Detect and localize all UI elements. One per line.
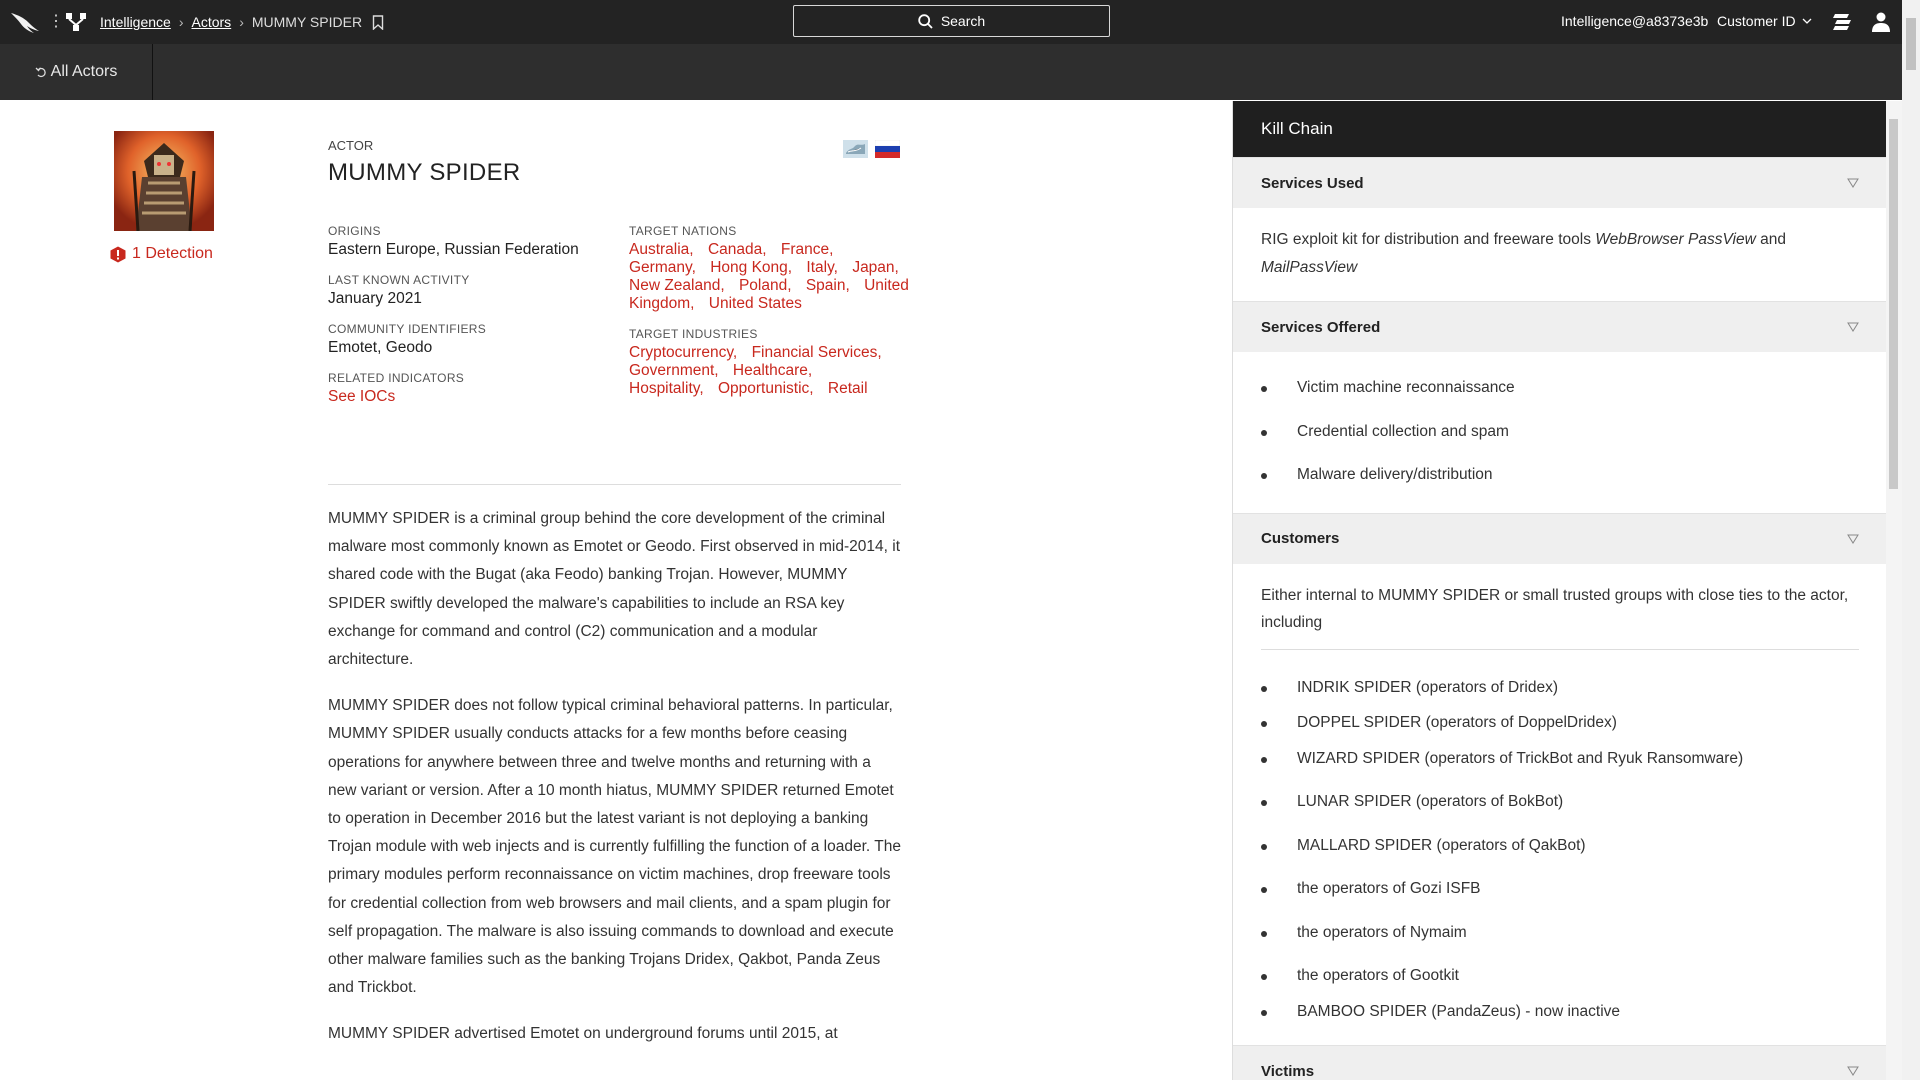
user-profile-icon[interactable] bbox=[1870, 11, 1892, 33]
menu-dots-icon[interactable]: ⋮ bbox=[48, 13, 64, 30]
last-activity-value: January 2021 bbox=[328, 290, 422, 307]
detection-count: 1 Detection bbox=[132, 245, 213, 262]
search-label: Search bbox=[940, 13, 986, 29]
target-industry-link[interactable]: Retail bbox=[827, 380, 868, 397]
customer-id-label: Customer ID bbox=[1717, 13, 1796, 29]
actor-type-label: ACTOR bbox=[328, 138, 374, 153]
panel-scrollbar[interactable] bbox=[1886, 101, 1902, 1080]
origins-label: ORIGINS bbox=[328, 224, 381, 238]
hexagon-alert-icon bbox=[110, 246, 126, 263]
origins-value: Eastern Europe, Russian Federation bbox=[328, 241, 579, 258]
network-apps-icon[interactable] bbox=[65, 11, 87, 33]
community-identifiers-label: COMMUNITY IDENTIFIERS bbox=[328, 322, 487, 336]
page-scrollbar[interactable] bbox=[1902, 0, 1920, 1080]
actor-avatar bbox=[114, 131, 214, 231]
target-nation-link[interactable]: Canada, bbox=[707, 241, 767, 258]
list-item: DOPPEL SPIDER (operators of DoppelDridex) bbox=[1261, 709, 1859, 737]
list-item: the operators of Gootkit bbox=[1261, 962, 1859, 990]
target-industries-label: TARGET INDUSTRIES bbox=[629, 327, 758, 341]
kill-chain-title: Kill Chain bbox=[1233, 101, 1887, 157]
mummy-spider-artwork-icon bbox=[114, 131, 214, 231]
related-indicators-label: RELATED INDICATORS bbox=[328, 371, 465, 385]
target-industry-link[interactable]: Cryptocurrency, bbox=[629, 344, 738, 361]
actor-details-left bbox=[328, 224, 598, 420]
tool-mailpassview: MailPassView bbox=[1261, 258, 1358, 276]
falcon-logo-icon[interactable] bbox=[10, 9, 40, 35]
region-map-flag-icon bbox=[843, 140, 868, 158]
services-offered-title: Services Offered bbox=[1261, 318, 1381, 336]
target-industry-link[interactable]: Government, bbox=[629, 362, 719, 379]
customers-divider bbox=[1261, 649, 1859, 650]
target-industry-link[interactable]: Hospitality, bbox=[629, 380, 704, 397]
collapse-triangle-icon bbox=[1847, 322, 1859, 332]
breadcrumb-actors[interactable]: Actors bbox=[191, 14, 232, 30]
list-item: MALLARD SPIDER (operators of QakBot) bbox=[1261, 832, 1859, 860]
chevron-right-icon: › bbox=[178, 14, 184, 30]
target-nations-list bbox=[629, 241, 909, 313]
customers-title: Customers bbox=[1261, 530, 1340, 547]
sub-navigation-bar bbox=[0, 44, 1902, 100]
page-scrollbar-thumb[interactable] bbox=[1906, 18, 1916, 70]
user-account[interactable]: Intelligence@a8373e3b bbox=[1561, 13, 1709, 29]
target-nation-link[interactable]: Italy, bbox=[806, 259, 838, 276]
customers-header[interactable] bbox=[1233, 513, 1887, 564]
customers-intro: Either internal to MUMMY SPIDER or small trusted groups with close ties to the actor, including bbox=[1261, 586, 1849, 631]
target-industry-link[interactable]: Healthcare, bbox=[732, 362, 813, 379]
panel-scrollbar-thumb[interactable] bbox=[1889, 119, 1898, 489]
target-nation-link[interactable]: Poland, bbox=[738, 277, 792, 294]
services-used-header[interactable] bbox=[1233, 157, 1887, 208]
breadcrumb-intelligence[interactable]: Intelligence bbox=[100, 14, 171, 30]
list-item: the operators of Gozi ISFB bbox=[1261, 875, 1859, 903]
target-industry-link[interactable]: Opportunistic, bbox=[717, 380, 814, 397]
kill-chain-panel bbox=[1232, 101, 1887, 1080]
all-actors-button[interactable] bbox=[0, 44, 153, 100]
target-nation-link[interactable]: Spain, bbox=[805, 277, 850, 294]
collapse-triangle-icon bbox=[1847, 534, 1859, 544]
tool-webbrowser-passview: WebBrowser PassView bbox=[1595, 231, 1756, 248]
services-used-title: Services Used bbox=[1261, 174, 1364, 192]
description-paragraph: MUMMY SPIDER advertised Emotet on underground forums until 2015, at bbox=[328, 1025, 838, 1043]
services-used-body bbox=[1233, 208, 1887, 301]
breadcrumb bbox=[100, 13, 384, 31]
back-arrow-icon bbox=[35, 66, 47, 78]
list-item: BAMBOO SPIDER (PandaZeus) - now inactive bbox=[1261, 998, 1859, 1026]
top-navigation-bar bbox=[0, 0, 1902, 44]
list-item: INDRIK SPIDER (operators of Dridex) bbox=[1261, 674, 1859, 702]
chevron-right-icon: › bbox=[239, 14, 244, 30]
community-identifiers-value: Emotet, Geodo bbox=[328, 339, 433, 356]
list-item: WIZARD SPIDER (operators of TrickBot and Ryuk Ransomware) bbox=[1261, 745, 1859, 773]
all-actors-label: All Actors bbox=[50, 63, 118, 80]
list-item: LUNAR SPIDER (operators of BokBot) bbox=[1261, 788, 1859, 816]
target-industry-link[interactable]: Financial Services, bbox=[751, 344, 882, 361]
target-nation-link[interactable]: Japan, bbox=[852, 259, 899, 276]
target-nations-label: TARGET NATIONS bbox=[629, 224, 737, 238]
stack-layers-icon[interactable] bbox=[1832, 12, 1852, 32]
victims-title: Victims bbox=[1261, 1062, 1315, 1080]
list-item: Victim machine reconnaissance bbox=[1261, 374, 1859, 402]
actor-description bbox=[328, 505, 902, 1067]
victims-header[interactable] bbox=[1233, 1045, 1887, 1080]
target-nation-link[interactable]: France, bbox=[780, 241, 834, 258]
target-industries-list bbox=[629, 344, 909, 398]
bookmark-icon[interactable] bbox=[372, 15, 384, 30]
customers-body bbox=[1233, 564, 1887, 1046]
target-nation-link[interactable]: United Kingdom, bbox=[629, 277, 909, 312]
breadcrumb-current: MUMMY SPIDER bbox=[251, 14, 363, 30]
target-nation-link[interactable]: Australia, bbox=[629, 241, 694, 258]
list-item: Malware delivery/distribution bbox=[1261, 461, 1859, 489]
description-paragraph: MUMMY SPIDER does not follow typical criminal behavioral patterns. In particular, MUMMY SPIDER usually conducts attacks for a few months before ceasing operations for anywhere between three and twelve months and returning with a new variant or version. After a 10 month hiatus, MUMMY SPIDER returned Emotet to operation in December 2016 but the latest variant is not deploying a banking Trojan module with web injects and is currently fulfilling the function of a loader. The primary modules perform reconnaissance on victim machines, drop freeware tools for credential collection from web browsers and mail clients, and a spam plugin for self propagation. The malware is also issuing commands to download and execute other malware families such as the banking Trojans Dridex, Qakbot, Panda Zeus and Trickbot. bbox=[328, 697, 901, 997]
chevron-down-icon bbox=[1802, 18, 1812, 24]
search-button[interactable] bbox=[793, 5, 1110, 37]
customer-id-dropdown[interactable] bbox=[1717, 13, 1812, 29]
collapse-triangle-icon bbox=[1847, 1066, 1859, 1076]
section-divider bbox=[328, 484, 901, 485]
target-nation-link[interactable]: Germany, bbox=[629, 259, 696, 276]
collapse-triangle-icon bbox=[1847, 178, 1859, 188]
last-activity-label: LAST KNOWN ACTIVITY bbox=[328, 273, 470, 287]
target-nation-link[interactable]: Hong Kong, bbox=[710, 259, 793, 276]
actor-details-right bbox=[629, 224, 909, 412]
russia-flag-icon bbox=[875, 140, 900, 158]
page-title: MUMMY SPIDER bbox=[328, 159, 521, 186]
list-item: Credential collection and spam bbox=[1261, 418, 1859, 446]
list-item: the operators of Nymaim bbox=[1261, 919, 1859, 947]
services-offered-body bbox=[1233, 352, 1887, 513]
services-used-text: RIG exploit kit for distribution and freeware tools bbox=[1261, 231, 1596, 248]
origin-flags bbox=[843, 140, 907, 158]
services-used-and: and bbox=[1755, 231, 1786, 248]
search-icon bbox=[918, 14, 933, 29]
detection-link[interactable] bbox=[110, 245, 213, 263]
target-nation-link[interactable]: New Zealand, bbox=[629, 277, 725, 294]
target-nation-link[interactable]: United States bbox=[708, 295, 802, 312]
description-paragraph: MUMMY SPIDER is a criminal group behind the core development of the criminal malware most commonly known as Emotet or Geodo. First observed in mid-2014, it shared code with the Bugat (aka Feodo) banking Trojan. However, MUMMY SPIDER swiftly developed the malware's capabilities to include an RSA key exchange for command and control (C2) communication and a modular architecture. bbox=[328, 510, 901, 669]
services-offered-header[interactable] bbox=[1233, 301, 1887, 352]
see-iocs-link[interactable]: See IOCs bbox=[328, 388, 396, 405]
